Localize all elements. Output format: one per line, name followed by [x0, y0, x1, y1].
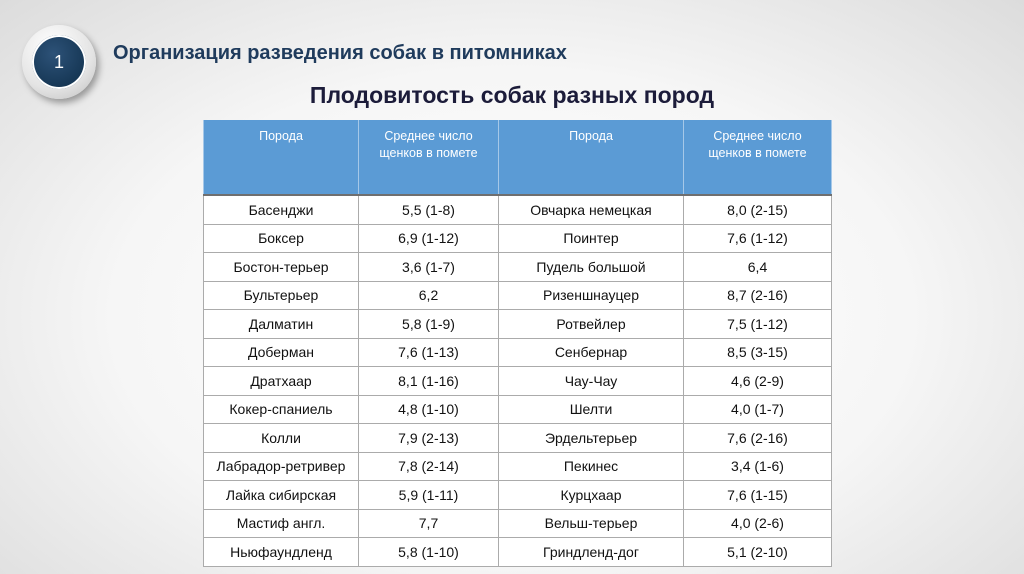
header-breed: Порода — [204, 120, 359, 195]
avg-puppies-cell: 6,9 (1-12) — [359, 224, 499, 253]
breed-cell: Кокер-спаниель — [204, 395, 359, 424]
avg-puppies-cell: 5,8 (1-9) — [359, 310, 499, 339]
breed-cell: Дратхаар — [204, 367, 359, 396]
breed-cell: Лабрадор-ретривер — [204, 452, 359, 481]
table-row — [204, 538, 832, 567]
avg-puppies-cell: 5,5 (1-8) — [359, 195, 499, 224]
breed-cell: Доберман — [204, 338, 359, 367]
breed-cell: Овчарка немецкая — [499, 195, 684, 224]
breed-cell: Вельш-терьер — [499, 509, 684, 538]
avg-puppies-cell: 5,9 (1-11) — [359, 481, 499, 510]
avg-puppies-cell: 5,1 (2-10) — [684, 538, 832, 567]
table-row — [204, 367, 832, 396]
table-row — [204, 195, 832, 224]
avg-puppies-cell: 7,5 (1-12) — [684, 310, 832, 339]
avg-puppies-cell: 7,6 (1-12) — [684, 224, 832, 253]
table-row — [204, 481, 832, 510]
table-row — [204, 281, 832, 310]
breed-cell: Шелти — [499, 395, 684, 424]
breed-cell: Колли — [204, 424, 359, 453]
table-row — [204, 338, 832, 367]
breed-cell: Поинтер — [499, 224, 684, 253]
avg-puppies-cell: 4,6 (2-9) — [684, 367, 832, 396]
avg-puppies-cell: 4,0 (2-6) — [684, 509, 832, 538]
avg-puppies-cell: 7,7 — [359, 509, 499, 538]
avg-puppies-cell: 7,6 (1-15) — [684, 481, 832, 510]
avg-puppies-cell: 8,0 (2-15) — [684, 195, 832, 224]
table-row — [204, 509, 832, 538]
avg-puppies-cell: 3,4 (1-6) — [684, 452, 832, 481]
header-title: Организация разведения собак в питомниках — [113, 42, 567, 64]
table-body — [204, 195, 832, 566]
avg-puppies-cell: 6,4 — [684, 253, 832, 282]
avg-puppies-cell: 8,7 (2-16) — [684, 281, 832, 310]
table-row — [204, 310, 832, 339]
breed-cell: Сенбернар — [499, 338, 684, 367]
table-row — [204, 395, 832, 424]
header-avg-puppies: Среднее число щенков в помете — [684, 120, 832, 195]
breed-cell: Бостон-терьер — [204, 253, 359, 282]
avg-puppies-cell: 3,6 (1-7) — [359, 253, 499, 282]
table-title: Плодовитость собак разных пород — [309, 82, 715, 108]
breed-cell: Пудель большой — [499, 253, 684, 282]
breed-cell: Лайка сибирская — [204, 481, 359, 510]
breed-cell: Курцхаар — [499, 481, 684, 510]
avg-puppies-cell: 7,6 (1-13) — [359, 338, 499, 367]
table-row — [204, 424, 832, 453]
avg-puppies-cell: 4,8 (1-10) — [359, 395, 499, 424]
slide-number: 1 — [32, 35, 86, 89]
breed-cell: Далматин — [204, 310, 359, 339]
avg-puppies-cell: 5,8 (1-10) — [359, 538, 499, 567]
avg-puppies-cell: 4,0 (1-7) — [684, 395, 832, 424]
table-row — [204, 253, 832, 282]
avg-puppies-cell: 6,2 — [359, 281, 499, 310]
avg-puppies-cell: 8,1 (1-16) — [359, 367, 499, 396]
breed-cell: Ротвейлер — [499, 310, 684, 339]
breed-cell: Ньюфаундленд — [204, 538, 359, 567]
breed-cell: Басенджи — [204, 195, 359, 224]
breed-cell: Мастиф англ. — [204, 509, 359, 538]
avg-puppies-cell: 7,8 (2-14) — [359, 452, 499, 481]
breed-cell: Гриндленд-дог — [499, 538, 684, 567]
table-row — [204, 452, 832, 481]
header-avg-puppies: Среднее число щенков в помете — [359, 120, 499, 195]
avg-puppies-cell: 7,9 (2-13) — [359, 424, 499, 453]
table-header-row — [204, 120, 832, 195]
breed-cell: Бультерьер — [204, 281, 359, 310]
avg-puppies-cell: 8,5 (3-15) — [684, 338, 832, 367]
avg-puppies-cell: 7,6 (2-16) — [684, 424, 832, 453]
breed-litter-table — [203, 120, 832, 567]
breed-cell: Эрдельтерьер — [499, 424, 684, 453]
header-breed: Порода — [499, 120, 684, 195]
breed-cell: Ризеншнауцер — [499, 281, 684, 310]
table-row — [204, 224, 832, 253]
breed-cell: Чау-Чау — [499, 367, 684, 396]
breed-cell: Пекинес — [499, 452, 684, 481]
breed-cell: Боксер — [204, 224, 359, 253]
